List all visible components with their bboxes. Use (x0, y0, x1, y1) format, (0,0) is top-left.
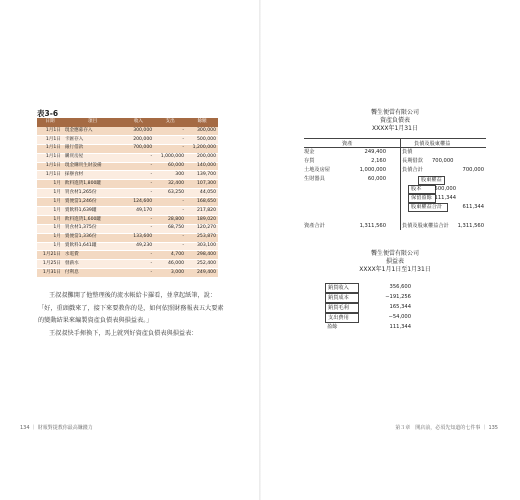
balance-sheet-date: XXXX年1月31日 (372, 125, 418, 132)
liability-value: 700,000 (432, 158, 454, 164)
ledger-cell-balance: 217,820 (186, 207, 218, 216)
asset-row (304, 148, 314, 156)
ledger-cell-expense: - (154, 198, 186, 207)
ledger-cell-expense: 300 (154, 171, 186, 180)
income-statement-label: 支出費用 (325, 313, 359, 323)
ledger-cell-item: 銀行借款 (63, 144, 123, 153)
ledger-cell-expense: - (154, 207, 186, 216)
total-liab-equity-label: 負債及股東權益合計 (402, 223, 449, 229)
equity-label: 股本 (408, 185, 436, 194)
ledger-cell-date: 1月31日 (37, 269, 63, 278)
equity-value: 111,344 (434, 195, 456, 201)
balance-sheet-heading (300, 109, 490, 133)
ledger-cell-income: 49,170 (122, 207, 154, 216)
liabilities-equity-header: 負債及股東權益 (414, 141, 451, 147)
income-statement-value: −191,256 (385, 294, 411, 300)
income-statement-date: XXXX年1月1日至1月31日 (359, 266, 431, 273)
ledger-row (37, 153, 218, 162)
left-page-footer: 134 ｜ 財報對提教你最高賺錢力 (20, 425, 93, 431)
income-statement-title: 損益表 (385, 258, 404, 265)
ledger-cell-date: 1月1日 (37, 135, 63, 144)
ledger-row (37, 224, 218, 233)
asset-label: 現金 (304, 149, 315, 155)
ledger-cell-expense: 68,750 (154, 224, 186, 233)
ledger-cell-date: 1月 (37, 207, 63, 216)
ledger-cell-balance: 44,050 (186, 189, 218, 198)
income-statement-row (325, 303, 445, 312)
total-assets-label: 資產合計 (304, 223, 325, 229)
ledger-cell-date: 1月 (37, 189, 63, 198)
income-statement-row (325, 313, 445, 322)
ledger-cell-income: - (122, 189, 154, 198)
ledger-cell-item: 採辦食材 (63, 171, 123, 180)
ledger-cell-income: - (122, 269, 154, 278)
liabilities-title: 負債 (402, 149, 413, 155)
ledger-cell-expense: 46,000 (154, 260, 186, 269)
asset-value: 249,400 (364, 149, 386, 155)
ledger-cell-date: 1月 (37, 198, 63, 207)
income-statement-value: 356,600 (389, 284, 411, 290)
ledger-cell-item: 購買房屋 (63, 153, 123, 162)
income-statement-label: 銷貨毛利 (325, 303, 359, 313)
asset-value: 60,000 (367, 176, 386, 182)
ledger-cell-expense: 60,000 (154, 162, 186, 171)
ledger-row (37, 198, 218, 207)
total-liab-equity-value: 1,311,560 (457, 223, 484, 229)
asset-label: 存貨 (304, 158, 315, 164)
ledger-cell-date: 1月1日 (37, 153, 63, 162)
ledger-cell-income: 133,600 (122, 233, 154, 242)
cash-ledger-table (37, 118, 218, 278)
ledger-cell-expense: 4,700 (154, 251, 186, 260)
asset-label: 生財器具 (304, 176, 325, 182)
ledger-cell-date: 1月1日 (37, 171, 63, 180)
liability-total-value: 700,000 (462, 167, 484, 173)
narrative-text (38, 290, 226, 340)
ledger-cell-item: 買食材1,265份 (63, 189, 123, 198)
narrative-paragraph-2: 王叔叔快手揮換下，馬上就列好資產負債表與損益表： (49, 329, 198, 337)
asset-value: 1,000,000 (359, 167, 386, 173)
ledger-cell-date: 1月1日 (37, 162, 63, 171)
ledger-cell-expense: 63,250 (154, 189, 186, 198)
income-statement-value: 111,344 (389, 324, 411, 330)
asset-label: 土地及房屋 (304, 167, 330, 173)
ledger-cell-balance: 120,270 (186, 224, 218, 233)
ledger-cell-balance: 300,000 (186, 127, 218, 135)
ledger-cell-income: - (122, 260, 154, 269)
ledger-row (37, 233, 218, 242)
ledger-cell-item: 飲料進貨1,600罐 (63, 215, 123, 224)
ledger-header-item: 項目 (63, 118, 123, 127)
ledger-cell-item: 發薪水 (63, 260, 123, 269)
ledger-cell-balance: 303,100 (186, 242, 218, 251)
equity-title: 股東權益 (418, 176, 445, 185)
ledger-cell-balance: 139,700 (186, 171, 218, 180)
ledger-cell-item: 現金購買生財設備 (63, 162, 123, 171)
ledger-cell-date: 1月 (37, 215, 63, 224)
ledger-cell-balance: 140,000 (186, 162, 218, 171)
ledger-cell-item: 賣飲料1,641罐 (63, 242, 123, 251)
ledger-cell-date: 1月21日 (37, 251, 63, 260)
balance-sheet-company: 饗生便當有限公司 (370, 109, 419, 116)
ledger-row (37, 127, 218, 135)
ledger-row (37, 251, 218, 260)
ledger-cell-balance: 1,200,000 (186, 144, 218, 153)
ledger-cell-income: 300,000 (122, 127, 154, 135)
ledger-cell-income: - (122, 215, 154, 224)
ledger-row (37, 260, 218, 269)
ledger-header-date: 日期 (37, 118, 63, 127)
ledger-row (37, 135, 218, 144)
income-statement-company: 饗生便當有限公司 (370, 250, 419, 257)
income-statement-row (325, 323, 445, 332)
ledger-cell-income: - (122, 180, 154, 189)
ledger-cell-date: 1月 (37, 180, 63, 189)
ledger-header-income: 收入 (122, 118, 154, 127)
ledger-cell-expense: 3,000 (154, 269, 186, 278)
ledger-row (37, 171, 218, 180)
ledger-cell-date: 1月1日 (37, 144, 63, 153)
ledger-header-row (37, 118, 218, 127)
equity-value: 500,000 (434, 186, 456, 192)
ledger-cell-item: 付利息 (63, 269, 123, 278)
balance-sheet-title: 資產負債表 (379, 117, 410, 124)
ledger-cell-item: 賣便當1,336份 (63, 233, 123, 242)
ledger-cell-income: - (122, 171, 154, 180)
ledger-cell-date: 1月 (37, 233, 63, 242)
ledger-row (37, 162, 218, 171)
income-statement-row (325, 293, 445, 302)
ledger-cell-expense: - (154, 135, 186, 144)
income-statement-label: 銷貨成本 (325, 293, 359, 303)
right-page-footer: 第３章 開店前，必須先知道的七件事 ｜ 135 (395, 425, 498, 431)
ledger-cell-date: 1月 (37, 242, 63, 251)
ledger-cell-item: 買食材1,375份 (63, 224, 123, 233)
ledger-row (37, 207, 218, 216)
asset-row (304, 175, 325, 183)
assets-header: 資產 (342, 141, 353, 147)
ledger-cell-expense: 28,800 (154, 215, 186, 224)
ledger-row (37, 180, 218, 189)
ledger-cell-balance: 107,300 (186, 180, 218, 189)
ledger-cell-balance: 249,400 (186, 269, 218, 278)
ledger-row (37, 269, 218, 278)
ledger-cell-balance: 168,650 (186, 198, 218, 207)
balance-sheet-header-row (304, 138, 486, 148)
ledger-cell-item: 水電費 (63, 251, 123, 260)
ledger-caption: 表3-6 (37, 109, 59, 118)
ledger-cell-income: 700,000 (122, 144, 154, 153)
equity-total-label: 股東權益合計 (408, 203, 448, 212)
ledger-cell-income: - (122, 162, 154, 171)
ledger-header-expense: 支出 (154, 118, 186, 127)
ledger-cell-expense: - (154, 242, 186, 251)
ledger-cell-balance: 298,400 (186, 251, 218, 260)
income-statement-heading (300, 250, 490, 274)
income-statement-value: 165,344 (389, 304, 411, 310)
ledger-cell-date: 1月1日 (37, 127, 63, 135)
asset-value: 2,160 (371, 158, 386, 164)
ledger-cell-income: 49,230 (122, 242, 154, 251)
ledger-row (37, 215, 218, 224)
ledger-cell-balance: 189,020 (186, 215, 218, 224)
ledger-row (37, 189, 218, 198)
equity-total-value: 611,344 (462, 204, 484, 210)
ledger-cell-item: 現金應募存入 (63, 127, 123, 135)
ledger-row (37, 242, 218, 251)
liability-label: 長期借款 (402, 158, 423, 164)
ledger-row (37, 144, 218, 153)
ledger-cell-item: 飲料進貨1,800罐 (63, 180, 123, 189)
narrative-paragraph-1: 王叔叔攤開了他整理後的流水帳給卡羅看，並拿起紙筆，說：「好，重頭戲來了，接下來要教你的是，如何依照財務報表五大要素的變動結果來編製資產負債表與損益表。」 (38, 292, 224, 324)
ledger-cell-balance: 252,400 (186, 260, 218, 269)
ledger-cell-item: 賣便當1,246份 (63, 198, 123, 207)
income-statement-value: −54,000 (388, 314, 411, 320)
balance-sheet-total-row (304, 222, 486, 230)
ledger-cell-expense: - (154, 127, 186, 135)
income-statement-label: 盈餘 (327, 324, 338, 330)
ledger-cell-income: 124,600 (122, 198, 154, 207)
liability-total-label: 負債合計 (402, 167, 423, 173)
asset-row (304, 166, 330, 174)
ledger-header-balance: 餘額 (186, 118, 218, 127)
ledger-cell-balance: 500,000 (186, 135, 218, 144)
ledger-cell-item: 賣飲料1,639罐 (63, 207, 123, 216)
income-statement-row (325, 283, 445, 292)
balance-sheet-divider (400, 138, 401, 230)
ledger-cell-date: 1月25日 (37, 260, 63, 269)
ledger-cell-expense: 1,000,000 (154, 153, 186, 162)
ledger-cell-expense: 32,400 (154, 180, 186, 189)
income-statement-label: 銷貨收入 (325, 283, 359, 293)
ledger-cell-income: - (122, 251, 154, 260)
ledger-cell-item: 卡匯存入 (63, 135, 123, 144)
ledger-cell-balance: 200,000 (186, 153, 218, 162)
ledger-cell-income: - (122, 224, 154, 233)
total-assets-value: 1,311,560 (359, 223, 386, 229)
asset-row (304, 157, 314, 165)
equity-label: 保留盈餘 (408, 194, 436, 203)
ledger-cell-income: 200,000 (122, 135, 154, 144)
ledger-cell-income: - (122, 153, 154, 162)
ledger-cell-expense: - (154, 233, 186, 242)
ledger-cell-expense: - (154, 144, 186, 153)
ledger-cell-date: 1月 (37, 224, 63, 233)
ledger-cell-balance: 253,870 (186, 233, 218, 242)
